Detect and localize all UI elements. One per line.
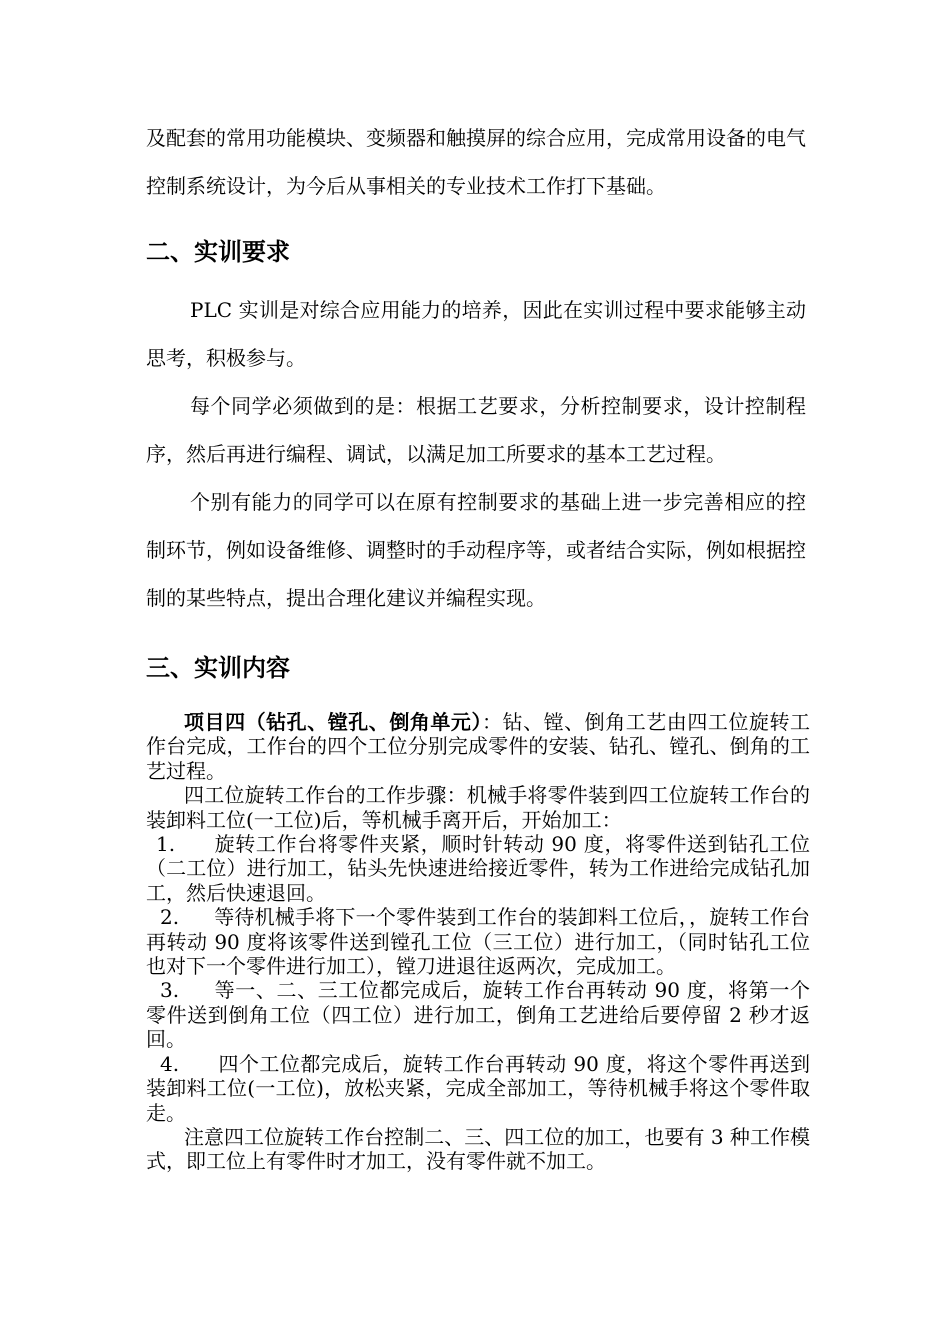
section-2-paragraph: 每个同学必须做到的是：根据工艺要求，分析控制要求，设计控制程序，然后再进行编程、调试，以满足加工所要求的基本工艺过程。 bbox=[146, 394, 806, 466]
section-2-body bbox=[146, 286, 806, 622]
section-3-body bbox=[146, 710, 810, 1174]
step-number: 3. bbox=[160, 978, 180, 1003]
step-item bbox=[146, 978, 810, 1051]
step-item bbox=[146, 832, 810, 905]
step-text: 旋转工作台将零件夹紧，顺时针转动 90 度，将零件送到钻孔工位（二工位）进行加工，钻头先快速进给接近零件，转为工作进给完成钻孔加工，然后快速退回。 bbox=[146, 832, 810, 905]
section-3-title: 三、实训内容 bbox=[146, 654, 290, 682]
step-text: 四个工位都完成后，旋转工作台再转动 90 度，将这个零件再送到装卸料工位(一工位)，放松夹紧，完成全部加工，等待机械手将这个零件取走。 bbox=[146, 1051, 810, 1125]
project-label: 项目四（钻孔、镗孔、倒角单元） bbox=[184, 710, 482, 734]
section-2-title: 二、实训要求 bbox=[146, 238, 290, 266]
step-item bbox=[146, 905, 810, 978]
steps-intro: 四工位旋转工作台的工作步骤：机械手将零件装到四工位旋转工作台的装卸料工位(一工位)后，等机械手离开后，开始加工： bbox=[146, 783, 810, 832]
intro-block bbox=[146, 114, 806, 210]
step-text: 等一、二、三工位都完成后，旋转工作台再转动 90 度，将第一个零件送到倒角工位（四工位）进行加工，倒角工艺进给后要停留 2 秒才返回。 bbox=[146, 978, 810, 1052]
intro-continuation: 及配套的常用功能模块、变频器和触摸屏的综合应用，完成常用设备的电气控制系统设计，为今后从事相关的专业技术工作打下基础。 bbox=[146, 126, 806, 198]
step-number: 2. bbox=[160, 905, 180, 930]
step-number: 4. bbox=[160, 1051, 180, 1076]
project-paragraph bbox=[146, 710, 810, 783]
step-number: 1. bbox=[156, 832, 176, 857]
step-text: 等待机械手将下一个零件装到工作台的装卸料工位后，，旋转工作台再转动 90 度将该零件送到镗孔工位（三工位）进行加工，（同时钻孔工位也对下一个零件进行加工），镗刀进退往返两次，完成加工。 bbox=[146, 905, 810, 979]
project-text: ：钻、镗、倒角工艺由四工位旋转工作台完成，工作台的四个工位分别完成零件的安装、钻孔、镗孔、倒角的工艺过程。 bbox=[146, 710, 810, 783]
step-item bbox=[146, 1052, 810, 1125]
section-2-paragraph: 个别有能力的同学可以在原有控制要求的基础上进一步完善相应的控制环节，例如设备维修、调整时的手动程序等，或者结合实际，例如根据控制的某些特点，提出合理化建议并编程实现。 bbox=[146, 490, 806, 610]
section-2-paragraph: PLC 实训是对综合应用能力的培养，因此在实训过程中要求能够主动思考，积极参与。 bbox=[146, 298, 806, 370]
note-paragraph: 注意四工位旋转工作台控制二、三、四工位的加工，也要有 3 种工作模式，即工位上有零件时才加工，没有零件就不加工。 bbox=[146, 1124, 810, 1174]
